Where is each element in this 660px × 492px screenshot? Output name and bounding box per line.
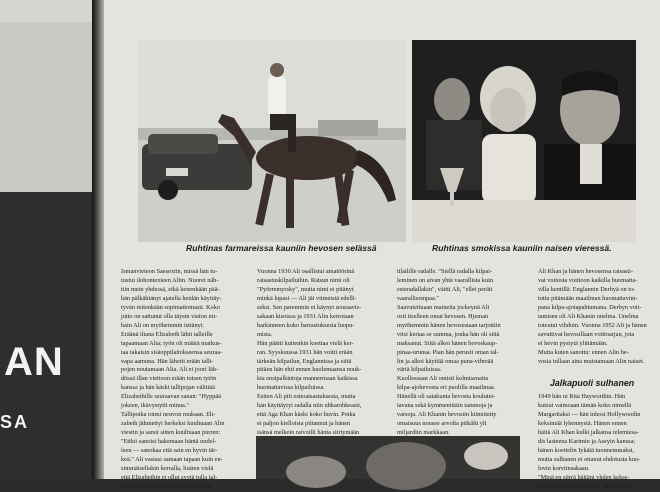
section-subheading: Jalkapuoli sulhanen (550, 378, 635, 388)
column-line: pojen noutamaan Alia. Ali ei joori läh- (121, 366, 219, 374)
column-line: Ali Khan ja hänen hevosensa ratsasti- (538, 268, 633, 275)
column-line: hänen koettelin Iykätä tuonnemmaksi, (538, 446, 635, 454)
column-line: viisi kertaa se summa, jonka hän oli siitä (397, 330, 500, 338)
column-line: "Minä en siirrä häitäni yhden kekse- (538, 473, 630, 481)
column-line: myöhemmin hänen hevosestaan tarjottiin (397, 321, 501, 329)
column-line: tuttu pitämään maailman huomattavim- (538, 294, 638, 302)
photo-horse-rider-illustration (138, 40, 406, 242)
column-line: kutsui vaimoaan tämän koko nimellä (538, 401, 632, 409)
column-line: simmäisellakin kerralla, lisäten vielä (121, 464, 214, 472)
article-column-3 (397, 268, 527, 438)
left-page-headline: AN (4, 340, 64, 384)
column-line: 1949 hän ni Rita Hayworthin. Hän (538, 393, 626, 400)
column-line: Vuonna 1930 Ali osallistui amatöörinä (257, 268, 355, 275)
column-line: savuttivat hevosillaan voittoarjan, jota (538, 330, 635, 338)
column-line: väriä kilpailuissa. (397, 366, 442, 374)
column-line: Kuollessaan Ali omisti kolmisenatta (397, 375, 489, 383)
column-line: huomattavissa kilpailuissa. (257, 384, 325, 392)
column-line: ei paljon kielloista piitannut ja hänen (257, 420, 351, 428)
column-line: pitäen hän ehti ennen kuolemaansa nouk- (257, 366, 362, 374)
left-page-subheadline: SA (0, 412, 30, 432)
left-page-photo (0, 22, 96, 192)
column-line: "Pyörremyrsky", mutta nimi ei pitänyt (257, 285, 354, 293)
column-line: tamisen oli Ali Khanin unelma. Unelma (538, 312, 639, 320)
column-line: kanssa ja hän käski tallipojan välittää (121, 384, 215, 392)
caption-dinner-photo: Ruhtinas smokissa kauniin naisen vieressä. (432, 243, 612, 253)
column-line: vapa aamuna. Hän lähetti erään talli- (121, 357, 214, 365)
column-line: seksi. Sen paremmin ei käynyt seuraavis- (257, 303, 362, 311)
article-column-4 (538, 268, 660, 366)
photo-dinner-couple-illustration (412, 40, 636, 242)
column-line: hain Ali on myöhemmin isttänyt. (121, 321, 205, 329)
column-line: tärkeän kilpailun, Englannissa ja siitä (257, 357, 352, 365)
column-line: kia ensipalkintoja mannermaan kaikissa (257, 375, 358, 383)
column-line: mista. (257, 330, 273, 338)
column-line: lovin korviinsakaan. (538, 464, 590, 472)
column-line: pana kilpa-ajotapahtumana. Derbyn voit- (538, 303, 642, 311)
column-line: zabeth jähmettyi herkeksi kuultuaan Alin (121, 420, 225, 428)
column-line: minkä lupasi — Ali jäi viimeistä edelli- (257, 294, 357, 302)
column-line: keksimää lyhennystä. Hänen ennen (538, 419, 627, 427)
column-line: dössä illan viettoon erään toisen tytön (121, 375, 217, 383)
column-line: sakaan kisoissa ja 1931 Alin kerrotaan (257, 312, 354, 320)
photo-bottom-cropped (256, 436, 520, 479)
column-line: keä." Ali vastasi samaan tapaan kuin en- (121, 456, 223, 464)
column-line: varsoja. Ali Khanin hevosiin kiinnitetty (397, 411, 497, 419)
column-line: ratsastuskilpailuihin. Ratsun nimi oli (257, 276, 350, 284)
column-line: kilpa-ajohevosta eri puolilla maailmaa. (397, 384, 496, 392)
photo-horse-rider (138, 40, 406, 242)
column-line: tyvän mitenkään sopimattomasti. Koko (121, 303, 220, 311)
column-line: jokeen, ikävystytit minua." (121, 402, 189, 410)
column-line: maksanut. Siitä alkoi hänen hevoskaup- (397, 339, 498, 347)
column-line: Mutta kuten sanottu: ennen Alin he- (538, 348, 629, 356)
column-line: taa takaisin sisäoppilaitokseensa seuraa- (121, 348, 223, 356)
column-line: lille tekemään itseään naurettavaksi. (121, 482, 213, 490)
caption-horse-photo: Ruhtinas farmareissa kauniin hevosen selässä (186, 243, 377, 253)
column-line: isänsä melkein raivoilli hänta siirtymään (257, 429, 360, 437)
article-column-2 (257, 268, 387, 438)
column-line: harkinneen koko harrastuksesta luopu- (257, 321, 355, 329)
photo-dinner-couple (412, 40, 636, 242)
column-line: osti itselleen omat hevosen. Hjeman (397, 312, 489, 320)
article-column-1 (121, 268, 247, 492)
column-line: Esiten Ali piti esteratsastuksesta, mutta (257, 393, 356, 401)
column-line: Tallipoika toimi neuvon mukaan. Eli- (121, 411, 216, 419)
column-line: että Elizabethin ei ollut syytä tulla tal- (121, 473, 218, 481)
column-line: jutto on sattunut olla täysin viaton nii- (121, 312, 218, 320)
column-line: tustui ilohontexieen Aliin. Nuoret näh- (121, 276, 219, 284)
column-line: Ismanvieteon Saesexiin, missä hän tu- (121, 268, 218, 275)
column-line: ran. Syyskuussa 1931 hän voitti erään (257, 348, 353, 356)
column-line: hän käyttäytyi radalla niin uhkarohkeasti, (257, 402, 362, 410)
column-line: tavana sekä kymmenittäin tammoja ja (397, 402, 493, 410)
column-line: lin ja alkoi käyttää omaa puna-vihreää (397, 357, 494, 365)
column-line: että Aga Khan käski koko huvin. Poika (257, 411, 356, 419)
column-line: hän pälkähtänyt ajatella heidän käyttäy- (121, 294, 222, 302)
column-line: Eräänä iltana Elizabeth lähti talleille (121, 330, 213, 338)
column-line: villa kentillä. Englannin Derbyä on to- (538, 285, 636, 293)
column-line: nen jalkapahasen vuoksi," hän julisti. (538, 482, 632, 490)
left-page (0, 0, 96, 479)
photo-bottom-illustration (256, 436, 520, 479)
left-page-top-strip (0, 0, 96, 22)
column-line: tiin mein yhdessä, eikä kenenkään pää- (121, 285, 220, 293)
column-line: Hän päätti kuitenkin koettaa vielä ker- (257, 339, 354, 347)
column-line: mutta sulhanen ei ottanut ehdotusta kuu- (538, 455, 641, 463)
column-line: omaisuus nousee arvolta pitkälti yli (397, 420, 487, 428)
column-line: toteutui vihdoin. Vuonna 1952 Ali ja hänen (538, 321, 647, 329)
column-line: tilailille radalle. "Siellä radalla kilpai- (397, 268, 493, 275)
column-line: Margaritaksi — hän inhosi Hollywoodin (538, 410, 641, 418)
magazine-page (104, 0, 660, 490)
column-line: esteradallakin", väitti Ali, "ellei peräti (397, 285, 493, 293)
column-line: häitä Ali Khan kulki jalkansa telemiesa- (538, 428, 639, 436)
column-line: tapaamaan Alia; työn oli määrä matkus- (121, 339, 222, 347)
column-line: Hänellä oli satakunta hevosta koulutet- (397, 393, 496, 401)
column-line: leen — sanokaa että sain en hyvin tär- (121, 447, 218, 455)
column-line: ei hevin pystytä ylittämään. (538, 339, 608, 347)
column-line: "Ettkö sanoisi hakemaan häntä uudel- (121, 438, 217, 446)
column-line: Elizabethille seuraavan sanan: "Hyppää (121, 393, 221, 401)
article-column-4-continued (538, 393, 660, 491)
column-line: viestin ja sanoi sitten kuultuaan purren: (121, 429, 221, 437)
column-line: miljardiin markkaan. (397, 429, 450, 437)
column-line: vosia tullaan aina muistamaan Alin naiset. (538, 357, 645, 365)
column-line: vaarallisempaa." (397, 294, 439, 302)
column-line: leminen on aivan yhtä vaarallista kuin (397, 276, 493, 284)
column-line: dis lasteena Karimin ja Aseyin kanssa; (538, 437, 636, 445)
column-line: vat voitosta voittoon kaikilla huomatta- (538, 276, 638, 284)
column-line: pinaa-urunsa. Pian hän perusti oman tal- (397, 348, 499, 356)
column-line: Saavutettuaan maineita jockeynä Ali (397, 303, 490, 311)
